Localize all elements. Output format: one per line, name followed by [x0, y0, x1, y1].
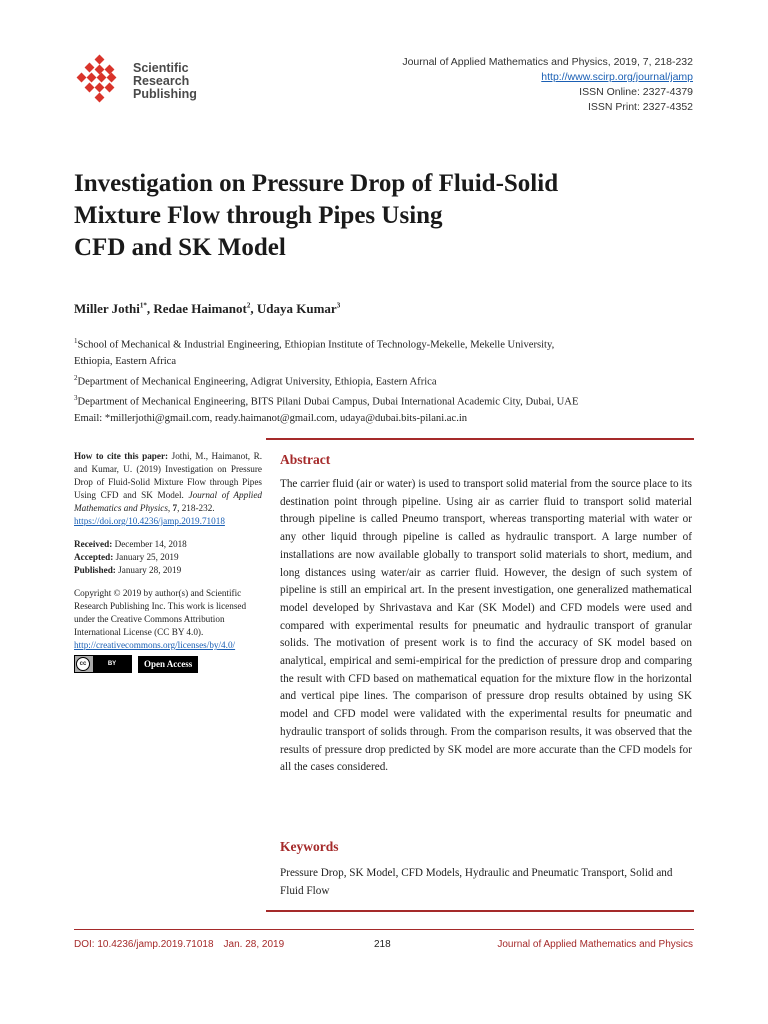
page-number: 218 — [374, 939, 391, 950]
author-name: Redae Haimanot — [153, 301, 247, 316]
footer-doi: DOI: 10.4236/jamp.2019.71018 Jan. 28, 2019 — [74, 939, 285, 950]
divider — [266, 910, 694, 912]
doi-link[interactable]: https://doi.org/10.4236/jamp.2019.71018 — [74, 516, 225, 526]
divider — [266, 438, 694, 440]
journal-url-link[interactable]: http://www.scirp.org/journal/jamp — [541, 71, 693, 83]
how-to-cite: How to cite this paper: Jothi, M., Haimanot, R. and Kumar, U. (2019) Investigation on Pressure Drop of Fluid-Solid Mixture Flow through Pipes Using CFD and SK Model. Journal of Applied Mathematics and Physics, 7, 218-232. https://doi.org/10.4236/jamp.2019.71018 — [74, 451, 262, 526]
open-access-badge: Open Access — [138, 656, 198, 673]
publisher-name: Scientific Research Publishing — [133, 61, 197, 101]
email-line: Email: *millerjothi@gmail.com, ready.haimanot@gmail.com, udaya@dubai.bits-pilani.ac.in — [74, 412, 468, 424]
copyright-notice: Copyright © 2019 by author(s) and Scientific Research Publishing Inc. This work is licensed under the Creative Commons Attribution International License (CC BY 4.0). http://creativecommons.org/licenses/by/4.0/ — [74, 588, 247, 650]
author-name: Miller Jothi — [74, 301, 140, 316]
cc-by-badge-icon[interactable]: cc BY — [74, 655, 132, 673]
issn-print: ISSN Print: 2327-4352 — [587, 101, 693, 113]
dates: Received: December 14, 2018 Accepted: January 25, 2019 Published: January 28, 2019 — [74, 539, 187, 575]
issn-online: ISSN Online: 2327-4379 — [579, 86, 693, 98]
journal-citation-line: Journal of Applied Mathematics and Physics, 2019, 7, 218-232 — [402, 56, 693, 68]
abstract-text: The carrier fluid (air or water) is used to transport solid material from the source place to its destination point through pipeline. Using air as carrier fluid to transport solid material through pipeline is called Pneumo transport, whereas transporting material with water or any other liquid through pipeline is called as hydraulic transport. A large number of installations are now available globally to transport solid materials to short, medium, and long distances using water/air as carrier fluid. However, the design of such system of pipeline is still an empirical art. In the present investigation, one generalized mathematical model developed by Shrivastava and Kar (SK Model) and CFD models were used and compared with experimental results for pneumatic and hydraulic transport of granular solids. The motivation of present work is to find the accuracy of SK model based on analytical, empirical and semi-empirical for the prediction of pressure drop and comparing the result with CFD based on mathematical equation for the mixture flow in the horizontal and vertical pipe lines. The comparison of pressure drop results obtained by using SK model and CFD model were validated with the experimental results for pneumatic and hydraulic transport of solids through. From the comparison results, it was observed that the results of pressure drop predicted by SK model are more accurate than the CFD models for all the cases considered. — [280, 478, 692, 774]
citation-sidebar — [74, 450, 262, 673]
author-name: Udaya Kumar — [256, 301, 337, 316]
paper-title: Investigation on Pressure Drop of Fluid-Solid Mixture Flow through Pipes Using CFD and SK Model — [74, 170, 559, 261]
abstract-heading: Abstract — [280, 452, 331, 467]
author-list: Miller Jothi$^{1*}$, Redae Haimanot$^2$, Udaya Kumar$^3$ — [74, 301, 341, 316]
footer-divider — [74, 929, 694, 930]
affiliations: $^1$School of Mechanical & Industrial Engineering, Ethiopian Institute of Technology-Mekelle, Mekelle University, Ethiopia, Eastern Africa $^2$Department of Mechanical Engineering, Adigrat University, Ethiopia, Eastern Africa $^3$Department of Mechanical Engineering, BITS Pilani Dubai Campus, Dubai International Academic City, Dubai, UAE Email: *millerjothi@gmail.com, ready.haimanot@gmail.com, udaya@dubai.bits-pilani.ac.in — [74, 333, 694, 427]
keywords-text: Pressure Drop, SK Model, CFD Models, Hydraulic and Pneumatic Transport, Solid and Fluid Flow — [280, 867, 673, 897]
license-link[interactable]: http://creativecommons.org/licenses/by/4.0/ — [74, 640, 236, 650]
journal-header — [402, 55, 693, 115]
footer-journal: Journal of Applied Mathematics and Physics — [497, 939, 693, 950]
keywords-heading: Keywords — [280, 839, 339, 854]
